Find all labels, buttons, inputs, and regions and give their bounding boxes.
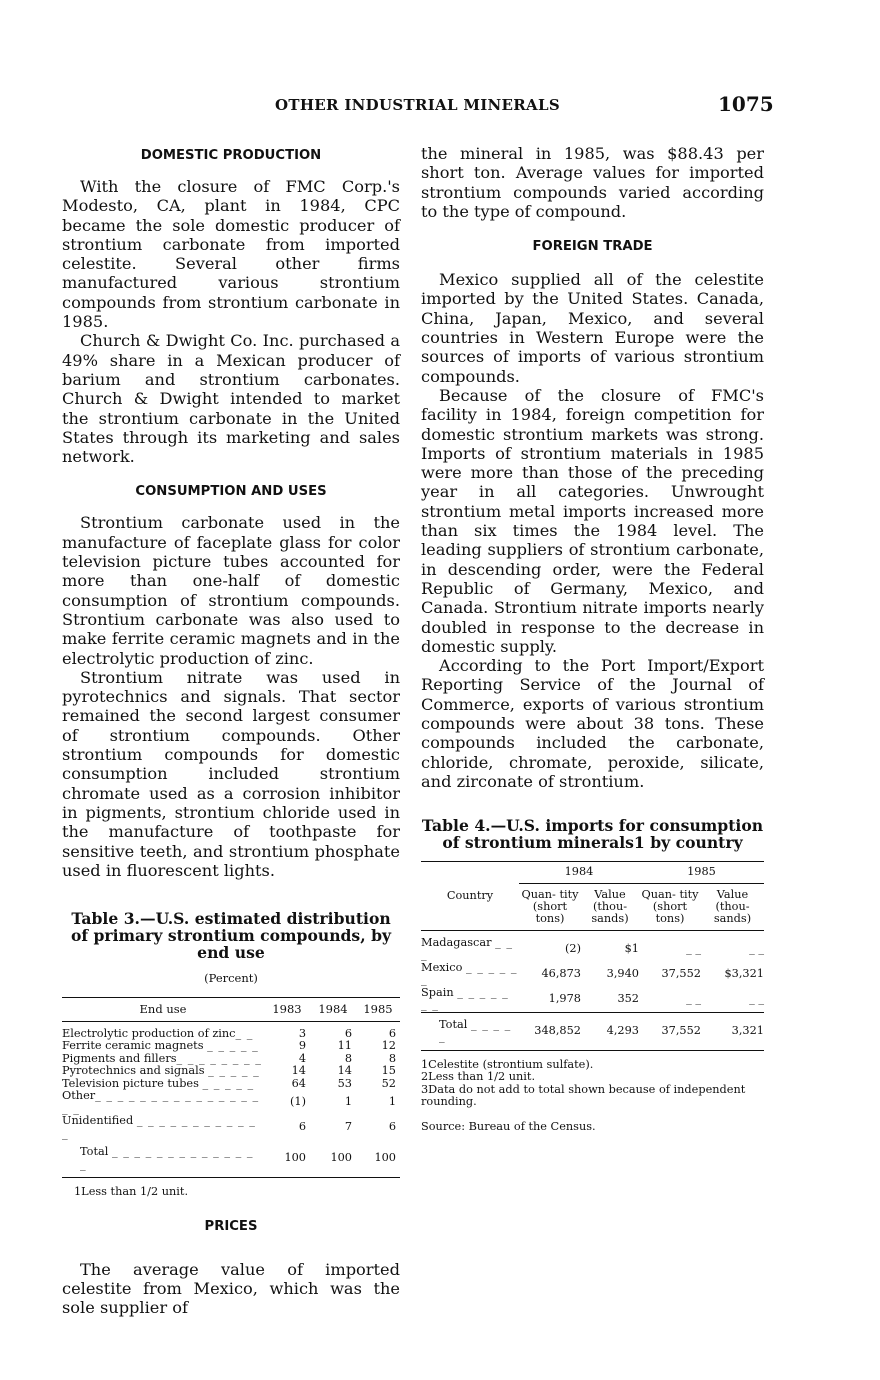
table-row	[62, 1090, 400, 1115]
table4-total-row	[421, 1012, 764, 1050]
row-label: Pyrotechnics and signals	[62, 1064, 205, 1078]
total-label: Total	[80, 1145, 109, 1159]
cell: 46,873	[541, 966, 581, 980]
cell: 15	[381, 1064, 396, 1078]
leader-dots: _ _ _ _ _ _ _ _ _ _ _ _ _ _	[80, 1145, 254, 1171]
cell: 14	[291, 1064, 306, 1078]
table4-col-qty-1985: Quan- tity (short tons)	[639, 883, 701, 930]
foreign-trade-paragraph-2: Because of the closure of FMC's facility in 1984, foreign competition for domestic strontium markets was strong. Imports of strontium materials in 1985 were more than those of the preceding year in all categories. Unwrought strontium metal imports increased more than six times the 1984 level. The leading suppliers of strontium carbonate, in descending order, were the Federal Republic of Germany, Mexico, and Canada. Strontium nitrate imports nearly doubled in response to the decrease in domestic supply.	[421, 385, 764, 656]
cell: 8	[344, 1051, 352, 1065]
cell: $3,321	[724, 966, 764, 980]
cell: 352	[617, 991, 639, 1005]
cell: 12	[381, 1039, 396, 1053]
cell: 7	[344, 1120, 352, 1134]
table3-col-1984: 1984	[310, 998, 356, 1022]
cell: 52	[381, 1076, 396, 1090]
table4-year-1985: 1985	[639, 862, 764, 884]
cell: 100	[356, 1140, 400, 1178]
leader-dots: _ _	[235, 1026, 254, 1040]
row-label: Electrolytic production of zinc	[62, 1026, 236, 1040]
row-label: Ferrite ceramic magnets	[62, 1039, 204, 1053]
leader-dots: _ _ _ _ _	[207, 1039, 259, 1053]
table-row	[62, 1115, 400, 1140]
table4-col-value-1984: Value (thou- sands)	[581, 883, 639, 930]
table3-total-row	[62, 1140, 400, 1178]
total-label: Total	[439, 1017, 468, 1031]
leader-dots: _ _ _ _ _	[202, 1076, 255, 1090]
leader-dots: _ _ _ _ _ _ _ _ _ _ _ _ _ _ _ _ _	[62, 1089, 260, 1115]
row-label: Other	[62, 1089, 96, 1103]
cell: _ _	[749, 991, 764, 1005]
domestic-production-heading: DOMESTIC PRODUCTION	[140, 148, 322, 163]
table4-title: Table 4.—U.S. imports for consumption of strontium minerals1 by country	[421, 816, 764, 853]
table4-col-country: Country	[421, 862, 519, 931]
cell: 4	[298, 1051, 306, 1065]
leader-dots: _ _ _ _ _ _ _ _	[176, 1051, 262, 1065]
foreign-trade-paragraph-1: Mexico supplied all of the celestite imported by the United States. Canada, China, Japan, Mexico, and several countries in Western Europe were the sources of imports of various strontium compounds.	[421, 270, 764, 386]
table-row	[62, 1021, 400, 1040]
table3-footnote: 1Less than 1/2 unit.	[74, 1185, 189, 1199]
table3-header-row	[62, 998, 400, 1022]
table4	[421, 861, 764, 1051]
table4-source: Source: Bureau of the Census.	[421, 1119, 596, 1133]
row-label: Spain	[421, 985, 454, 999]
right-column	[421, 144, 764, 1133]
cell: _ _	[749, 941, 764, 955]
table3	[62, 997, 400, 1178]
row-label: Madagascar	[421, 935, 492, 949]
table4-footnote-1: 1Celestite (strontium sulfate).	[421, 1057, 594, 1071]
cell: 100	[264, 1140, 310, 1178]
cell: (1)	[289, 1095, 306, 1109]
foreign-trade-heading: FOREIGN TRADE	[532, 239, 653, 255]
cell: 100	[310, 1140, 356, 1178]
cell: 6	[344, 1026, 352, 1040]
running-header: OTHER INDUSTRIAL MINERALS	[275, 96, 560, 114]
table3-col-end-use: End use	[62, 998, 264, 1022]
domestic-production-paragraph-2: Church & Dwight Co. Inc. purchased a 49% share in a Mexican producer of barium and strontium carbonates. Church & Dwight intended to market the strontium carbonate in the United States through its marketing and sales network.	[62, 331, 400, 467]
cell: 1	[344, 1095, 352, 1109]
consumption-paragraph-2: Strontium nitrate was used in pyrotechnics and signals. That sector remained the second largest consumer of strontium compounds. Other strontium compounds for domestic consumption included strontium chromate used as a corrosion inhibitor in pigments, strontium chloride used in the manufacture of toothpaste for sensitive teeth, and strontium phosphate used in fluorescent lights.	[62, 667, 400, 880]
row-label: Television picture tubes	[62, 1076, 199, 1090]
cell: 4,293	[581, 1012, 639, 1050]
domestic-production-paragraph-1: With the closure of FMC Corp.'s Modesto, CA, plant in 1984, CPC became the sole domestic producer of strontium carbonate from imported celestite. Several other firms manufactured various strontium compounds from strontium carbonate in 1985.	[62, 177, 400, 332]
cell: 8	[388, 1051, 396, 1065]
cell: 6	[388, 1120, 396, 1134]
row-label: Unidentified	[62, 1114, 134, 1128]
cell: 64	[291, 1076, 306, 1090]
table3-title: Table 3.—U.S. estimated distribution of primary strontium compounds, by end use	[70, 909, 392, 963]
table4-col-qty-1984: Quan- tity (short tons)	[519, 883, 581, 930]
cell: 6	[388, 1026, 396, 1040]
cell: 3	[298, 1026, 306, 1040]
table-row	[421, 962, 764, 987]
cell: 348,852	[519, 1012, 581, 1050]
page-number: 1075	[718, 92, 774, 116]
leader-dots: _ _ _	[421, 935, 513, 962]
cell: 37,552	[639, 1012, 701, 1050]
cell: _ _	[686, 991, 701, 1005]
leader-dots: _ _ _ _ _	[208, 1064, 260, 1078]
cell: 6	[298, 1120, 306, 1134]
prices-paragraph: The average value of imported celestite from Mexico, which was the sole supplier of	[62, 1259, 400, 1318]
left-column	[62, 146, 400, 1317]
cell: 9	[298, 1039, 306, 1053]
table4-year-row	[421, 862, 764, 884]
leader-dots: _ _ _ _ _ _ _ _ _ _ _ _	[62, 1114, 256, 1140]
table4-footnote-2: 2Less than 1/2 unit.	[421, 1070, 536, 1084]
cell: (2)	[564, 941, 581, 955]
cell: 11	[337, 1039, 352, 1053]
consumption-paragraph-1: Strontium carbonate used in the manufacture of faceplate glass for color television picture tubes accounted for more than one-half of domestic consumption of strontium compounds. Strontium carbonate was also used to make ferrite ceramic magnets and in the electrolytic production of zinc.	[62, 513, 400, 668]
cell: $1	[624, 941, 639, 955]
row-label: Pigments and fillers	[62, 1051, 177, 1065]
cell: 3,321	[701, 1012, 764, 1050]
leader-dots: _ _ _ _ _	[439, 1017, 512, 1044]
cell: 3,940	[606, 966, 639, 980]
cell: 14	[337, 1064, 352, 1078]
cell: 1,978	[548, 991, 581, 1005]
leader-dots: _ _ _ _ _ _ _	[421, 985, 509, 1012]
table4-col-value-1985: Value (thou- sands)	[701, 883, 764, 930]
leader-dots: _ _ _ _ _ _	[421, 960, 518, 987]
table-row	[421, 930, 764, 962]
foreign-trade-paragraph-3: According to the Port Import/Export Reporting Service of the Journal of Commerce, exports of various strontium compounds were about 38 tons. These compounds included the carbonate, chloride, chromate, peroxide, silicate, and zirconate of strontium.	[421, 656, 764, 791]
table4-year-1984: 1984	[519, 862, 639, 884]
cell: 53	[337, 1076, 352, 1090]
cell: _ _	[686, 941, 701, 955]
row-label: Mexico	[421, 960, 463, 974]
table3-col-1983: 1983	[264, 998, 310, 1022]
table3-subtitle: (Percent)	[204, 971, 258, 986]
table3-col-1985: 1985	[356, 998, 400, 1022]
prices-heading: PRICES	[204, 1218, 258, 1234]
table-row	[421, 987, 764, 1013]
consumption-heading: CONSUMPTION AND USES	[135, 484, 327, 500]
prices-continued-paragraph: the mineral in 1985, was $88.43 per short ton. Average values for imported strontium compounds varied according to the type of compound.	[421, 144, 764, 221]
cell: 37,552	[661, 966, 701, 980]
cell: 1	[388, 1095, 396, 1109]
table4-footnote-3: 3Data do not add to total shown because of independent rounding.	[421, 1082, 746, 1109]
